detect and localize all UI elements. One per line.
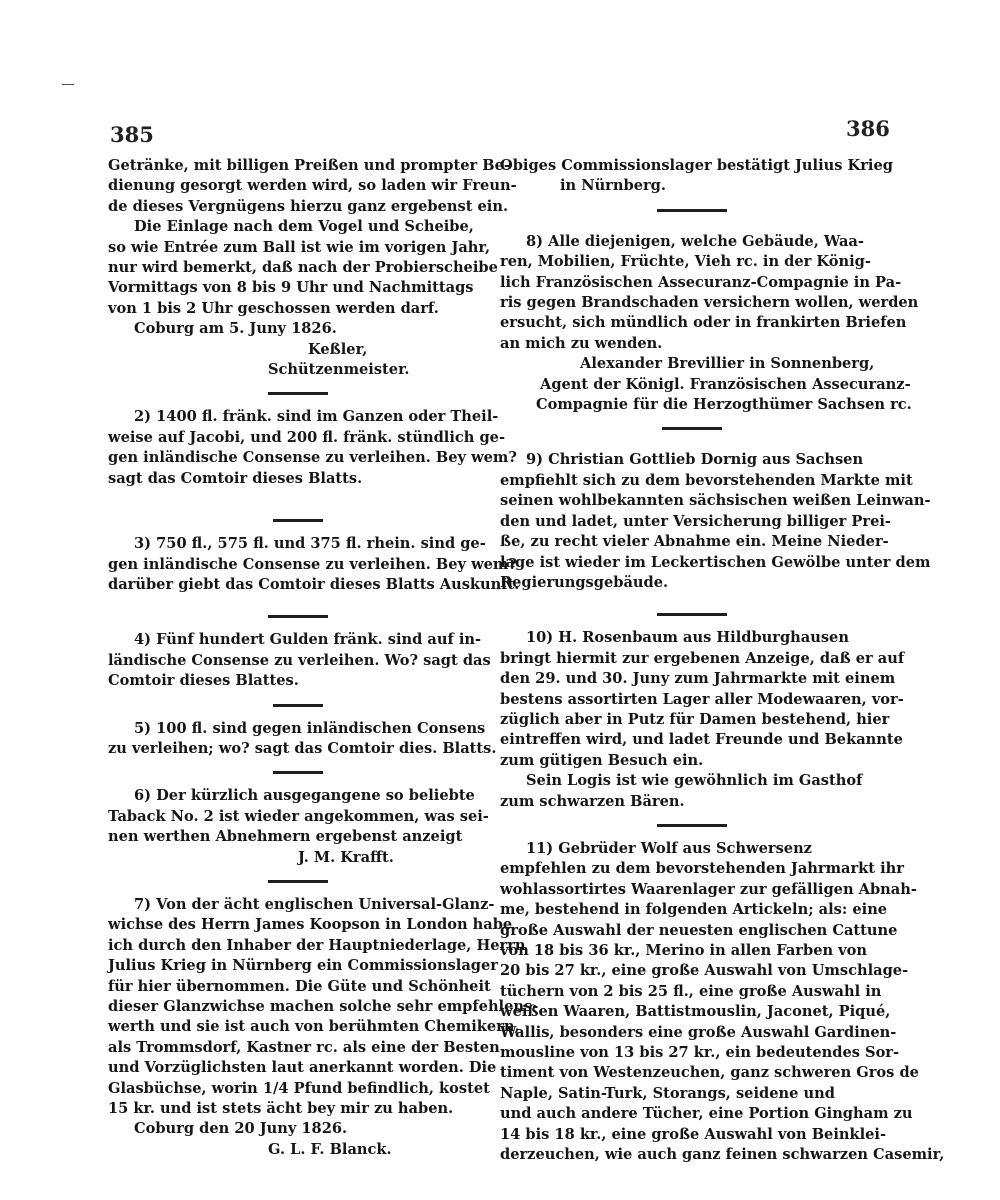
text-line: darüber giebt das Comtoir dieses Blatts Auskunft. bbox=[108, 575, 520, 593]
text-line: ße, zu recht vieler Abnahme ein. Meine Nieder- bbox=[500, 533, 889, 551]
text-line: 15 kr. und ist stets ächt bey mir zu haben. bbox=[108, 1100, 454, 1118]
notice-7 bbox=[108, 895, 539, 1160]
text-line: lich Französischen Assecuranz-Compagnie in Pa- bbox=[500, 273, 902, 291]
text-line: 2) 1400 fl. fränk. sind im Ganzen oder Theil- bbox=[134, 408, 499, 426]
page-number-left: 385 bbox=[110, 122, 154, 147]
text-line: Comtoir dieses Blattes. bbox=[108, 672, 299, 690]
page-number-right: 386 bbox=[846, 116, 890, 141]
section-divider bbox=[273, 704, 323, 707]
text-line: züglich aber in Putz für Damen bestehend, hier bbox=[500, 710, 890, 728]
text-line: ren, Mobilien, Früchte, Vieh rc. in der König- bbox=[500, 253, 871, 271]
left-paragraph-1 bbox=[108, 156, 517, 217]
text-line: den 29. und 30. Juny zum Jahrmarkte mit einem bbox=[500, 670, 896, 688]
signature: J. M. Krafft. bbox=[298, 848, 394, 866]
place-date: Coburg den 20 Juny 1826. bbox=[134, 1120, 348, 1138]
text-line: Naple, Satin-Turk, Storangs, seidene und bbox=[500, 1084, 835, 1102]
text-line: ich durch den Inhaber der Hauptniederlage, Herrn bbox=[108, 936, 526, 954]
notice-11 bbox=[500, 839, 945, 1166]
text-line: gen inländische Consense zu verleihen. Bey wem? bbox=[108, 555, 517, 573]
text-line: von 18 bis 36 kr., Merino in allen Farben von bbox=[500, 942, 867, 959]
text-line: 6) Der kürzlich ausgegangene so beliebte bbox=[134, 787, 475, 805]
text-line: Sein Logis ist wie gewöhnlich im Gasthof bbox=[526, 772, 863, 790]
notice-6 bbox=[108, 786, 488, 868]
text-line: eintreffen wird, und ladet Freunde und Bekannte bbox=[500, 731, 903, 749]
text-line: mousline von 13 bis 27 kr., ein bedeutendes Sor- bbox=[500, 1044, 900, 1062]
notice-4 bbox=[108, 630, 491, 691]
section-divider bbox=[268, 615, 328, 618]
text-line: ersucht, sich mündlich oder in frankirten Briefen bbox=[500, 314, 907, 332]
notice-heading: 11) Gebrüder Wolf aus Schwersenz bbox=[526, 839, 812, 857]
text-line: Julius Krieg in Nürnberg ein Commissionslager bbox=[108, 957, 498, 975]
text-line: in Nürnberg. bbox=[560, 177, 666, 195]
text-line: dienung gesorgt werden wird, so laden wir Freun- bbox=[108, 177, 517, 195]
notice-5 bbox=[108, 719, 497, 760]
text-line: als Trommsdorf, Kastner rc. als eine der Besten bbox=[108, 1038, 500, 1056]
signature-title: Schützenmeister. bbox=[268, 361, 410, 379]
text-line: 20 bis 27 kr., eine große Auswahl von Umschlage- bbox=[500, 962, 909, 980]
text-line: empfiehlt sich zu dem bevorstehenden Markte mit bbox=[500, 471, 913, 489]
section-divider bbox=[662, 427, 722, 430]
notice-heading: 10) H. Rosenbaum aus Hildburghausen bbox=[526, 629, 849, 647]
text-line: ris gegen Brandschaden versichern wollen, werden bbox=[500, 294, 919, 312]
margin-mark bbox=[62, 84, 74, 85]
place-date: Coburg am 5. Juny 1826. bbox=[134, 320, 337, 338]
text-line: weißen Waaren, Battistmouslin, Jaconet, Piqué, bbox=[500, 1003, 891, 1021]
text-line: zum schwarzen Bären. bbox=[500, 792, 685, 810]
signature: Alexander Brevillier in Sonnenberg, bbox=[580, 355, 875, 373]
text-line: 8) Alle diejenigen, welche Gebäude, Waa- bbox=[526, 232, 864, 250]
text-line: bestens assortirten Lager aller Modewaaren, vor- bbox=[500, 690, 904, 708]
notice-8 bbox=[500, 232, 919, 416]
text-line: empfehlen zu dem bevorstehenden Jahrmarkt ihr bbox=[500, 860, 904, 878]
text-line: nur wird bemerkt, daß nach der Probierscheibe bbox=[108, 259, 498, 277]
section-divider bbox=[273, 771, 323, 774]
text-line: wohlassortirtes Waarenlager zur gefälligen Abnah- bbox=[500, 880, 917, 898]
text-line: und Vorzüglichsten laut anerkannt worden. Die bbox=[108, 1059, 497, 1077]
text-line: gen inländische Consense zu verleihen. Bey wem? bbox=[108, 449, 517, 467]
text-line: timent von Westenzeuchen, ganz schweren Gros de bbox=[500, 1064, 919, 1082]
text-line: Glasbüchse, worin 1/4 Pfund befindlich, kostet bbox=[108, 1079, 490, 1097]
notice-2 bbox=[108, 407, 517, 489]
text-line: Wallis, besonders eine große Auswahl Gardinen- bbox=[500, 1023, 897, 1041]
text-line: seinen wohlbekannten sächsischen weißen Leinwan- bbox=[500, 492, 931, 510]
text-line: 3) 750 fl., 575 fl. und 375 fl. rhein. sind ge- bbox=[134, 535, 486, 553]
text-line: weise auf Jacobi, und 200 fl. fränk. stündlich ge- bbox=[108, 428, 506, 446]
signature: Agent der Königl. Französischen Assecuranz- bbox=[540, 375, 911, 393]
text-line: sagt das Comtoir dieses Blatts. bbox=[108, 469, 363, 487]
text-line: 14 bis 18 kr., eine große Auswahl von Beinklei- bbox=[500, 1125, 887, 1143]
signature: G. L. F. Blanck. bbox=[268, 1140, 392, 1158]
text-line: so wie Entrée zum Ball ist wie im vorigen Jahr, bbox=[108, 238, 491, 256]
text-line: dieser Glanzwichse machen solche sehr empfehlens- bbox=[108, 998, 539, 1015]
right-paragraph-0 bbox=[500, 156, 893, 197]
notice-9 bbox=[500, 450, 931, 593]
text-line: 4) Fünf hundert Gulden fränk. sind auf in- bbox=[134, 631, 482, 649]
text-line: große Auswahl der neuesten englischen Cattune bbox=[500, 921, 898, 939]
text-line: für hier übernommen. Die Güte und Schönheit bbox=[108, 977, 491, 995]
right-column bbox=[500, 156, 945, 1165]
text-line: zu verleihen; wo? sagt das Comtoir dies. Blatts. bbox=[108, 739, 497, 757]
section-divider bbox=[657, 613, 727, 616]
notice-3 bbox=[108, 534, 520, 595]
text-line: me, bestehend in folgenden Artickeln; als: eine bbox=[500, 901, 888, 919]
text-line: Obiges Commissionslager bestätigt Julius Krieg bbox=[500, 157, 893, 174]
text-line: Vormittags von 8 bis 9 Uhr und Nachmittags bbox=[108, 279, 474, 297]
signature-name: Keßler, bbox=[308, 340, 368, 358]
text-line: 7) Von der ächt englischen Universal-Glanz- bbox=[134, 895, 495, 913]
section-divider bbox=[657, 209, 727, 212]
text-line: Regierungsgebäude. bbox=[500, 573, 669, 591]
text-line: und auch andere Tücher, eine Portion Gingham zu bbox=[500, 1105, 913, 1123]
text-line: Taback No. 2 ist wieder angekommen, was sei- bbox=[108, 807, 489, 825]
notice-10 bbox=[500, 628, 905, 812]
text-line: tüchern von 2 bis 25 fl., eine große Auswahl in bbox=[500, 982, 882, 1000]
text-line: von 1 bis 2 Uhr geschossen werden darf. bbox=[108, 299, 439, 317]
text-line: an mich zu wenden. bbox=[500, 334, 663, 352]
text-line: wichse des Herrn James Koopson in London habe bbox=[108, 916, 513, 934]
section-divider bbox=[657, 824, 727, 827]
text-line: Getränke, mit billigen Preißen und prompter Be- bbox=[108, 157, 510, 174]
text-line: ländische Consense zu verleihen. Wo? sagt das bbox=[108, 651, 491, 669]
text-line: derzeuchen, wie auch ganz feinen schwarzen Casemir, bbox=[500, 1146, 945, 1164]
section-divider bbox=[273, 519, 323, 522]
section-divider bbox=[268, 392, 328, 395]
text-line: Die Einlage nach dem Vogel und Scheibe, bbox=[134, 218, 474, 236]
text-line: bringt hiermit zur ergebenen Anzeige, daß er auf bbox=[500, 649, 905, 667]
left-column bbox=[108, 156, 539, 1160]
signature: Compagnie für die Herzogthümer Sachsen rc. bbox=[536, 396, 912, 414]
text-line: 5) 100 fl. sind gegen inländischen Consens bbox=[134, 719, 486, 737]
text-line: 9) Christian Gottlieb Dornig aus Sachsen bbox=[526, 451, 864, 469]
text-line: lage ist wieder im Leckertischen Gewölbe unter dem bbox=[500, 553, 931, 571]
text-line: nen werthen Abnehmern ergebenst anzeigt bbox=[108, 828, 463, 846]
left-paragraph-2 bbox=[108, 217, 498, 319]
text-line: de dieses Vergnügens hierzu ganz ergebenst ein. bbox=[108, 197, 509, 215]
text-line: werth und sie ist auch von berühmten Chemikern, bbox=[108, 1018, 520, 1036]
section-divider bbox=[268, 880, 328, 883]
text-line: zum gütigen Besuch ein. bbox=[500, 751, 704, 769]
text-line: den und ladet, unter Versicherung billiger Prei- bbox=[500, 512, 891, 530]
